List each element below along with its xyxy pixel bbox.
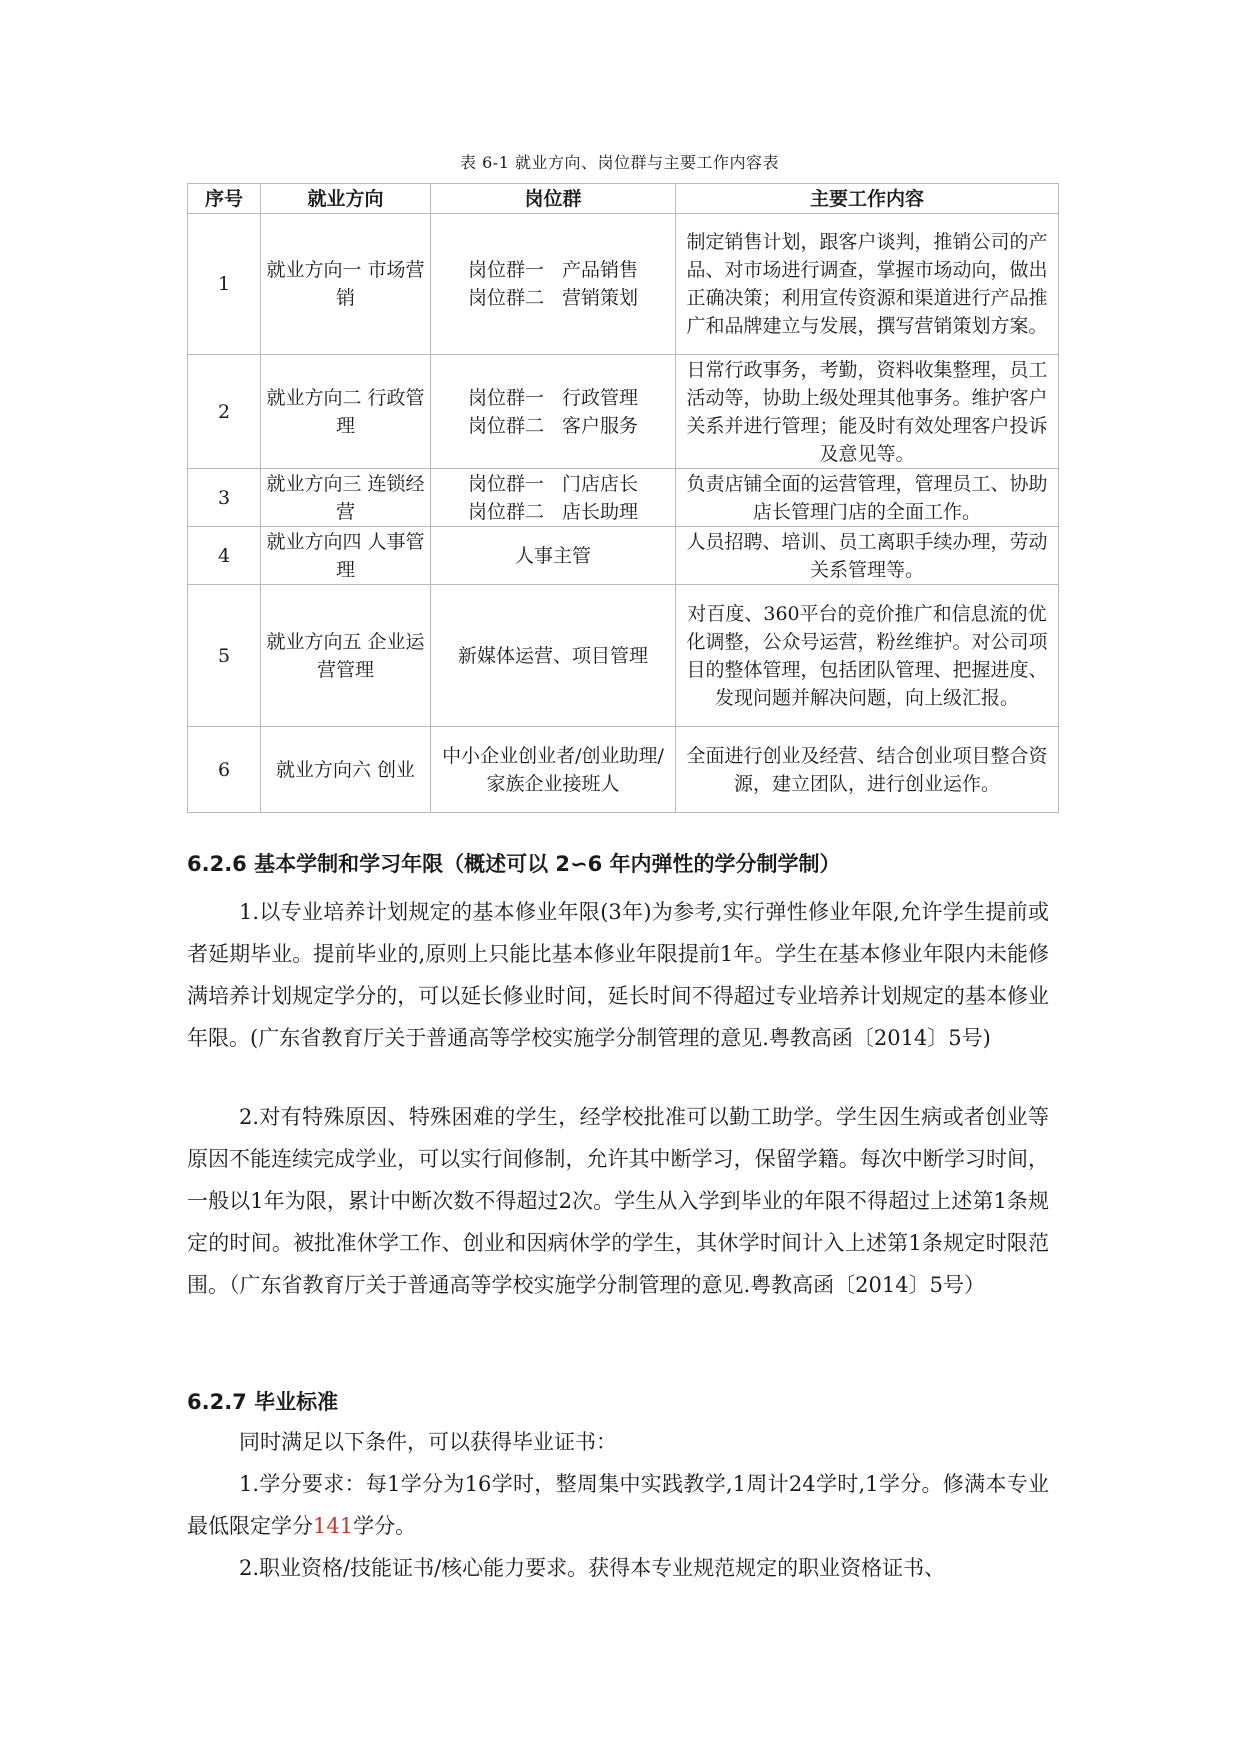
cell-direction: 就业方向五 企业运营管理: [261, 585, 431, 727]
table-header-row: [188, 184, 1059, 214]
header-direction: 就业方向: [261, 184, 431, 214]
position-item: 岗位群一 行政管理: [467, 386, 639, 409]
table-row: [188, 727, 1059, 813]
credits-text-b: 学分。: [353, 1514, 417, 1538]
position-item: 人事主管: [514, 544, 591, 567]
cell-direction: 就业方向一 市场营销: [261, 214, 431, 355]
header-content: 主要工作内容: [676, 184, 1059, 214]
position-item: 岗位群二 店长助理: [467, 500, 639, 523]
table-caption: 表 6-1 就业方向、岗位群与主要工作内容表: [460, 153, 779, 172]
cell-positions: [431, 214, 676, 355]
paragraph: 2.职业资格/技能证书/核心能力要求。获得本专业规范规定的职业资格证书、: [239, 1556, 946, 1580]
position-item: 岗位群二 营销策划: [467, 287, 639, 309]
cell-positions: [431, 727, 676, 813]
cell-content: 对百度、360平台的竞价推广和信息流的优化调整，公众号运营，粉丝维护。对公司项目的整体管理，包括团队管理、把握进度、发现问题并解决问题，向上级汇报。: [676, 585, 1059, 727]
table-row: [188, 585, 1059, 727]
paragraph-credits: [187, 1463, 1049, 1547]
table-row: [188, 469, 1059, 527]
table-row: [188, 527, 1059, 585]
cell-positions: [431, 355, 676, 469]
cell-direction: 就业方向六 创业: [261, 727, 431, 813]
position-item: 中小企业创业者/创业助理/家族企业接班人: [442, 744, 664, 795]
cell-positions: [431, 527, 676, 585]
credits-text-a: 1.学分要求：每1学分为16学时，整周集中实践教学,1周计24学时,1学分。修满本专业最低限定学分: [187, 1472, 1049, 1538]
cell-positions: [431, 585, 676, 727]
cell-direction: 就业方向三 连锁经营: [261, 469, 431, 527]
paragraph: 1.以专业培养计划规定的基本修业年限(3年)为参考,实行弹性修业年限,允许学生提前或者延期毕业。提前毕业的,原则上只能比基本修业年限提前1年。学生在基本修业年限内未能修满培养计划规定学分的，可以延长修业时间，延长时间不得超过专业培养计划规定的基本修业年限。(广东省教育厅关于普通高等学校实施学分制管理的意见.粤教高函〔2014〕5号): [187, 900, 1049, 1050]
cell-no: 1: [188, 214, 261, 355]
cell-direction: 就业方向二 行政管理: [261, 355, 431, 469]
paragraph: 2.对有特殊原因、特殊困难的学生，经学校批准可以勤工助学。学生因生病或者创业等原因不能连续完成学业，可以实行间修制，允许其中断学习，保留学籍。每次中断学习时间，一般以1年为限，累计中断次数不得超过2次。学生从入学到毕业的年限不得超过上述第1条规定的时间。被批准休学工作、创业和因病休学的学生，其休学时间计入上述第1条规定时限范围。（广东省教育厅关于普通高等学校实施学分制管理的意见.粤教高函〔2014〕5号）: [187, 1105, 1049, 1297]
cell-positions: [431, 469, 676, 527]
paragraph: 同时满足以下条件，可以获得毕业证书：: [239, 1430, 617, 1454]
cell-content: 日常行政事务，考勤，资料收集整理，员工活动等，协助上级处理其他事务。维护客户关系并进行管理；能及时有效处理客户投诉及意见等。: [676, 355, 1059, 469]
cell-no: 2: [188, 355, 261, 469]
cell-no: 5: [188, 585, 261, 727]
cell-content: 负责店铺全面的运营管理，管理员工、协助店长管理门店的全面工作。: [676, 469, 1059, 527]
position-item: 新媒体运营、项目管理: [457, 644, 648, 667]
table-row: [188, 355, 1059, 469]
position-item: 岗位群一 产品销售: [467, 259, 639, 281]
position-item: 岗位群一 门店店长: [467, 472, 639, 495]
position-item: 岗位群二 客户服务: [467, 414, 639, 437]
cell-no: 6: [188, 727, 261, 813]
section-title-627: 6.2.7 毕业标准: [187, 1390, 339, 1414]
employment-table: [187, 183, 1059, 813]
cell-content: 全面进行创业及经营、结合创业项目整合资源，建立团队，进行创业运作。: [676, 727, 1059, 813]
header-no: 序号: [188, 184, 261, 214]
cell-no: 4: [188, 527, 261, 585]
cell-content: 制定销售计划，跟客户谈判，推销公司的产品、对市场进行调查，掌握市场动向，做出正确决策；利用宣传资源和渠道进行产品推广和品牌建立与发展，撰写营销策划方案。: [676, 214, 1059, 355]
header-positions: 岗位群: [431, 184, 676, 214]
cell-direction: 就业方向四 人事管理: [261, 527, 431, 585]
section-title-626: 6.2.6 基本学制和学习年限（概述可以 2∽6 年内弹性的学分制学制）: [187, 852, 841, 876]
table-row: [188, 214, 1059, 355]
min-credits-value: 141: [313, 1514, 354, 1538]
cell-content: 人员招聘、培训、员工离职手续办理，劳动关系管理等。: [676, 527, 1059, 585]
cell-no: 3: [188, 469, 261, 527]
